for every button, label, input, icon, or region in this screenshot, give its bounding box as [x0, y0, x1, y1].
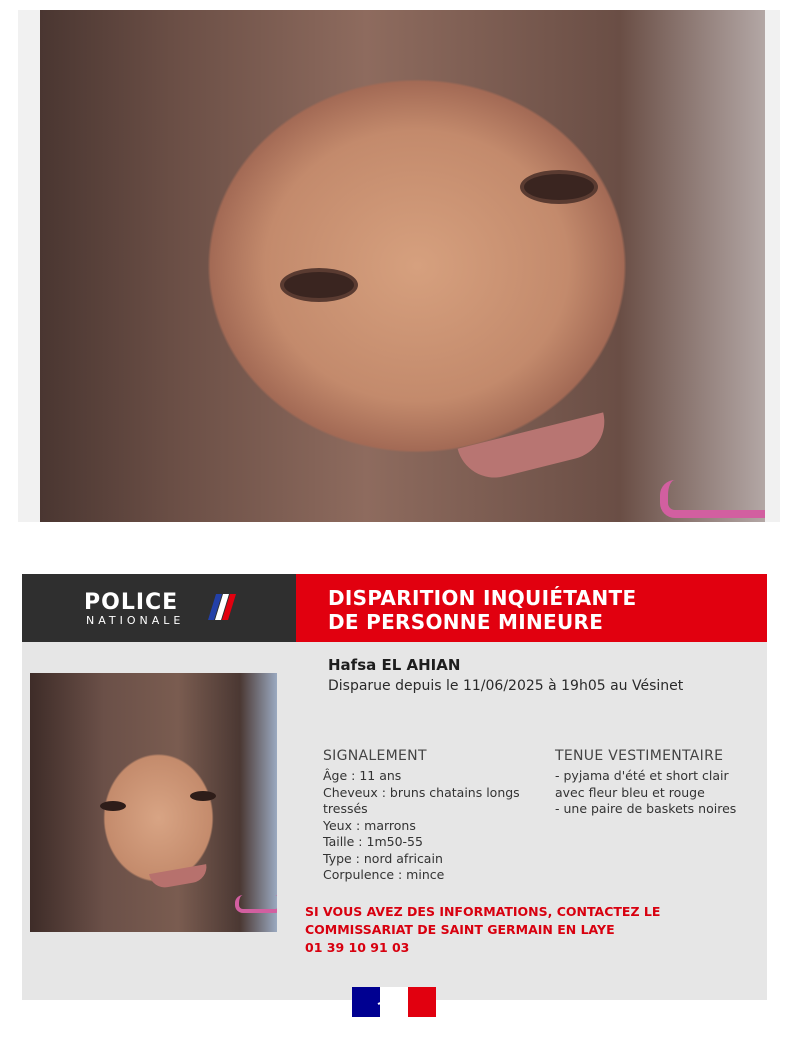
tenue-line: avec fleur bleu et rouge [555, 785, 705, 800]
photo-mouth [458, 412, 613, 485]
marianne-profile-icon [374, 990, 408, 1016]
disappearance-info: Disparue depuis le 11/06/2025 à 19h05 au Vésinet [328, 678, 684, 694]
contact-line1: SI VOUS AVEZ DES INFORMATIONS, CONTACTEZ LE [305, 904, 661, 919]
photo-right-eye [520, 170, 598, 204]
tenue-line: - une paire de baskets noires [555, 801, 737, 816]
photo-hairband [660, 480, 765, 518]
tenue-line: - pyjama d'été et short clair [555, 768, 729, 783]
main-photo [18, 10, 780, 522]
small-photo-mouth [149, 864, 209, 890]
missing-person-photo-large [40, 10, 765, 522]
signalement-line: Âge : 11 ans [323, 768, 402, 783]
logo-nationale-word: NATIONALE [86, 614, 185, 627]
alert-title-block [296, 574, 767, 642]
small-photo-hairband [235, 895, 277, 913]
signalement-line: Corpulence : mince [323, 867, 445, 882]
contact-line2: COMMISSARIAT DE SAINT GERMAIN EN LAYE [305, 922, 615, 937]
alert-title-line1: DISPARITION INQUIÉTANTE [328, 586, 637, 610]
small-photo-left-eye [100, 801, 126, 811]
contact-phone: 01 39 10 91 03 [305, 940, 410, 955]
police-nationale-logo-icon [202, 594, 236, 620]
signalement-line: Taille : 1m50-55 [323, 834, 423, 849]
missing-person-photo-small [30, 673, 277, 932]
photo-left-eye [280, 268, 358, 302]
person-name: Hafsa EL AHIAN [328, 656, 461, 674]
logo-police-word: POLICE [84, 590, 179, 615]
tenue-title: TENUE VESTIMENTAIRE [555, 748, 724, 764]
signalement-line: Type : nord africain [323, 851, 443, 866]
marianne-flag-logo-icon [352, 987, 436, 1017]
alert-title-line2: DE PERSONNE MINEURE [328, 610, 604, 634]
missing-person-poster [22, 574, 767, 1000]
signalement-line: Cheveux : bruns chatains longs [323, 785, 520, 800]
signalement-line: Yeux : marrons [323, 818, 416, 833]
signalement-line: tressés [323, 801, 368, 816]
police-logo-block [22, 574, 296, 642]
signalement-title: SIGNALEMENT [323, 748, 427, 764]
small-photo-right-eye [190, 791, 216, 801]
